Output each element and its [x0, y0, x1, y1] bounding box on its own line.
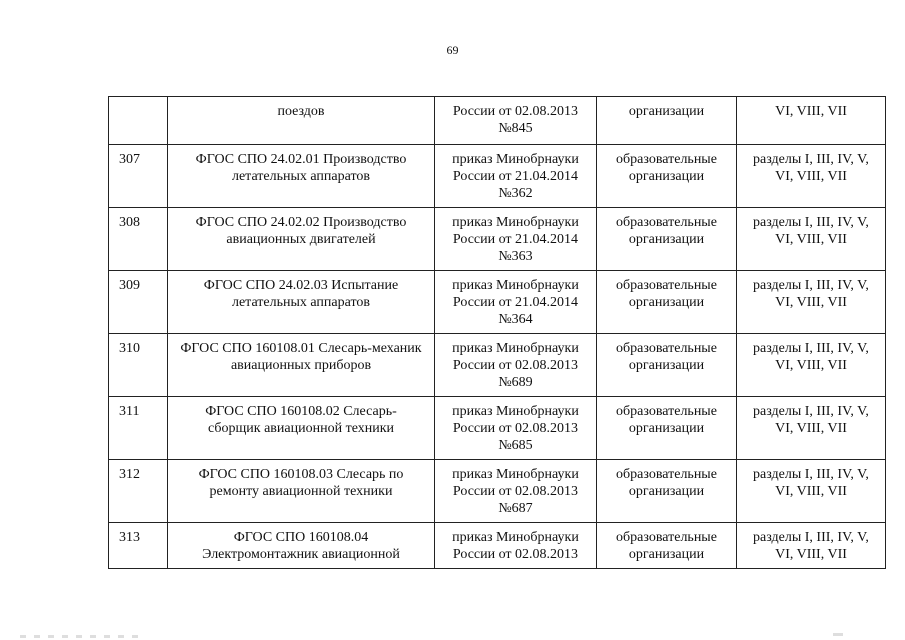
standard-name-line: ФГОС СПО 160108.03 Слесарь по	[198, 467, 404, 482]
sections-line: разделы I, III, IV, V,	[753, 467, 869, 482]
standard-name-cell	[168, 523, 435, 569]
standard-name-line: сборщик авиационной техники	[208, 421, 394, 436]
applies-to-line: организации	[628, 358, 705, 373]
standard-name-cell	[168, 397, 435, 460]
table-row	[109, 271, 886, 334]
standard-name-line: поездов	[277, 104, 325, 119]
sections-cell	[737, 208, 886, 271]
row-number-cell	[109, 397, 168, 460]
table-row	[109, 208, 886, 271]
row-number-cell	[109, 334, 168, 397]
standard-name-line: ФГОС СПО 160108.02 Слесарь-	[205, 404, 397, 419]
applies-to-line: организации	[628, 484, 705, 499]
order-line: №845	[498, 121, 533, 136]
order-line: №689	[498, 375, 533, 390]
order-cell	[435, 271, 597, 334]
standard-name-line: Электромонтажник авиационной	[202, 547, 400, 562]
standards-table	[108, 96, 886, 569]
sections-cell	[737, 334, 886, 397]
sections-cell	[737, 271, 886, 334]
applies-to-cell	[597, 460, 737, 523]
row-number-cell	[109, 523, 168, 569]
scan-artifact	[20, 635, 140, 638]
order-cell	[435, 460, 597, 523]
standard-name-line: авиационных приборов	[230, 358, 372, 373]
order-line: приказ Минобрнауки	[452, 404, 579, 419]
applies-to-line: образовательные	[616, 467, 717, 482]
order-cell	[435, 334, 597, 397]
row-number-cell	[109, 208, 168, 271]
applies-to-cell	[597, 397, 737, 460]
sections-line: VI, VIII, VII	[775, 104, 847, 119]
scan-artifact	[833, 633, 843, 636]
order-line: России от 02.08.2013	[452, 358, 579, 373]
order-line: России от 02.08.2013	[452, 421, 579, 436]
standard-name-cell	[168, 334, 435, 397]
applies-to-line: организации	[628, 295, 705, 310]
standard-name-line: авиационных двигателей	[226, 232, 376, 247]
standard-name-line: ФГОС СПО 24.02.03 Испытание	[203, 278, 399, 293]
applies-to-cell	[597, 208, 737, 271]
sections-line: VI, VIII, VII	[775, 232, 847, 247]
order-line: приказ Минобрнауки	[452, 278, 579, 293]
applies-to-line: образовательные	[616, 530, 717, 545]
applies-to-line: образовательные	[616, 404, 717, 419]
standard-name-cell	[168, 271, 435, 334]
applies-to-line: образовательные	[616, 278, 717, 293]
row-number-cell	[109, 271, 168, 334]
sections-line: VI, VIII, VII	[775, 295, 847, 310]
table-row	[109, 523, 886, 569]
standard-name-line: ФГОС СПО 24.02.01 Производство	[195, 152, 407, 167]
sections-cell	[737, 460, 886, 523]
applies-to-line: организации	[628, 232, 705, 247]
standard-name-line: ФГОС СПО 160108.04	[233, 530, 369, 545]
sections-line: разделы I, III, IV, V,	[753, 215, 869, 230]
standard-name-line: летательных аппаратов	[231, 169, 371, 184]
standard-name-line: ФГОС СПО 160108.01 Слесарь-механик	[180, 341, 422, 356]
order-cell	[435, 97, 597, 145]
order-line: №362	[498, 186, 533, 201]
applies-to-cell	[597, 523, 737, 569]
sections-cell	[737, 523, 886, 569]
row-number: 311	[119, 404, 140, 419]
sections-line: VI, VIII, VII	[775, 484, 847, 499]
sections-line: разделы I, III, IV, V,	[753, 404, 869, 419]
applies-to-line: образовательные	[616, 152, 717, 167]
applies-to-cell	[597, 97, 737, 145]
order-line: №364	[498, 312, 533, 327]
order-line: России от 02.08.2013	[452, 104, 579, 119]
sections-cell	[737, 397, 886, 460]
standard-name-cell	[168, 208, 435, 271]
sections-line: разделы I, III, IV, V,	[753, 152, 869, 167]
order-line: России от 02.08.2013	[452, 547, 579, 562]
table-row	[109, 460, 886, 523]
table-row-continuation	[109, 97, 886, 145]
standard-name-line: ремонту авиационной техники	[209, 484, 393, 499]
row-number: 313	[119, 530, 140, 545]
applies-to-cell	[597, 271, 737, 334]
applies-to-cell	[597, 145, 737, 208]
row-number: 310	[119, 341, 140, 356]
order-line: России от 21.04.2014	[452, 295, 579, 310]
order-line: приказ Минобрнауки	[452, 215, 579, 230]
order-line: России от 21.04.2014	[452, 232, 579, 247]
order-cell	[435, 145, 597, 208]
applies-to-line: образовательные	[616, 215, 717, 230]
order-cell	[435, 208, 597, 271]
row-number-cell	[109, 97, 168, 145]
row-number: 308	[119, 215, 140, 230]
order-line: приказ Минобрнауки	[452, 467, 579, 482]
row-number: 312	[119, 467, 140, 482]
sections-cell	[737, 145, 886, 208]
sections-line: VI, VIII, VII	[775, 358, 847, 373]
sections-line: разделы I, III, IV, V,	[753, 530, 869, 545]
order-line: приказ Минобрнауки	[452, 152, 579, 167]
row-number-cell	[109, 145, 168, 208]
applies-to-line: организации	[628, 169, 705, 184]
sections-line: VI, VIII, VII	[775, 169, 847, 184]
row-number: 307	[119, 152, 140, 167]
order-line: России от 21.04.2014	[452, 169, 579, 184]
page-number: 69	[446, 43, 459, 57]
sections-line: VI, VIII, VII	[775, 547, 847, 562]
row-number: 309	[119, 278, 140, 293]
order-line: №685	[498, 438, 533, 453]
sections-line: разделы I, III, IV, V,	[753, 278, 869, 293]
standard-name-cell	[168, 145, 435, 208]
order-line: приказ Минобрнауки	[452, 341, 579, 356]
order-line: России от 02.08.2013	[452, 484, 579, 499]
sections-cell	[737, 97, 886, 145]
table-row	[109, 397, 886, 460]
standard-name-cell	[168, 97, 435, 145]
applies-to-cell	[597, 334, 737, 397]
sections-line: VI, VIII, VII	[775, 421, 847, 436]
applies-to-line: организации	[628, 421, 705, 436]
table-row	[109, 334, 886, 397]
standard-name-cell	[168, 460, 435, 523]
table-row	[109, 145, 886, 208]
sections-line: разделы I, III, IV, V,	[753, 341, 869, 356]
applies-to-line: организации	[628, 104, 705, 119]
row-number-cell	[109, 460, 168, 523]
order-line: №687	[498, 501, 533, 516]
order-line: приказ Минобрнауки	[452, 530, 579, 545]
order-cell	[435, 397, 597, 460]
applies-to-line: образовательные	[616, 341, 717, 356]
order-line: №363	[498, 249, 533, 264]
standard-name-line: летательных аппаратов	[231, 295, 371, 310]
standard-name-line: ФГОС СПО 24.02.02 Производство	[195, 215, 407, 230]
applies-to-line: организации	[628, 547, 705, 562]
order-cell	[435, 523, 597, 569]
